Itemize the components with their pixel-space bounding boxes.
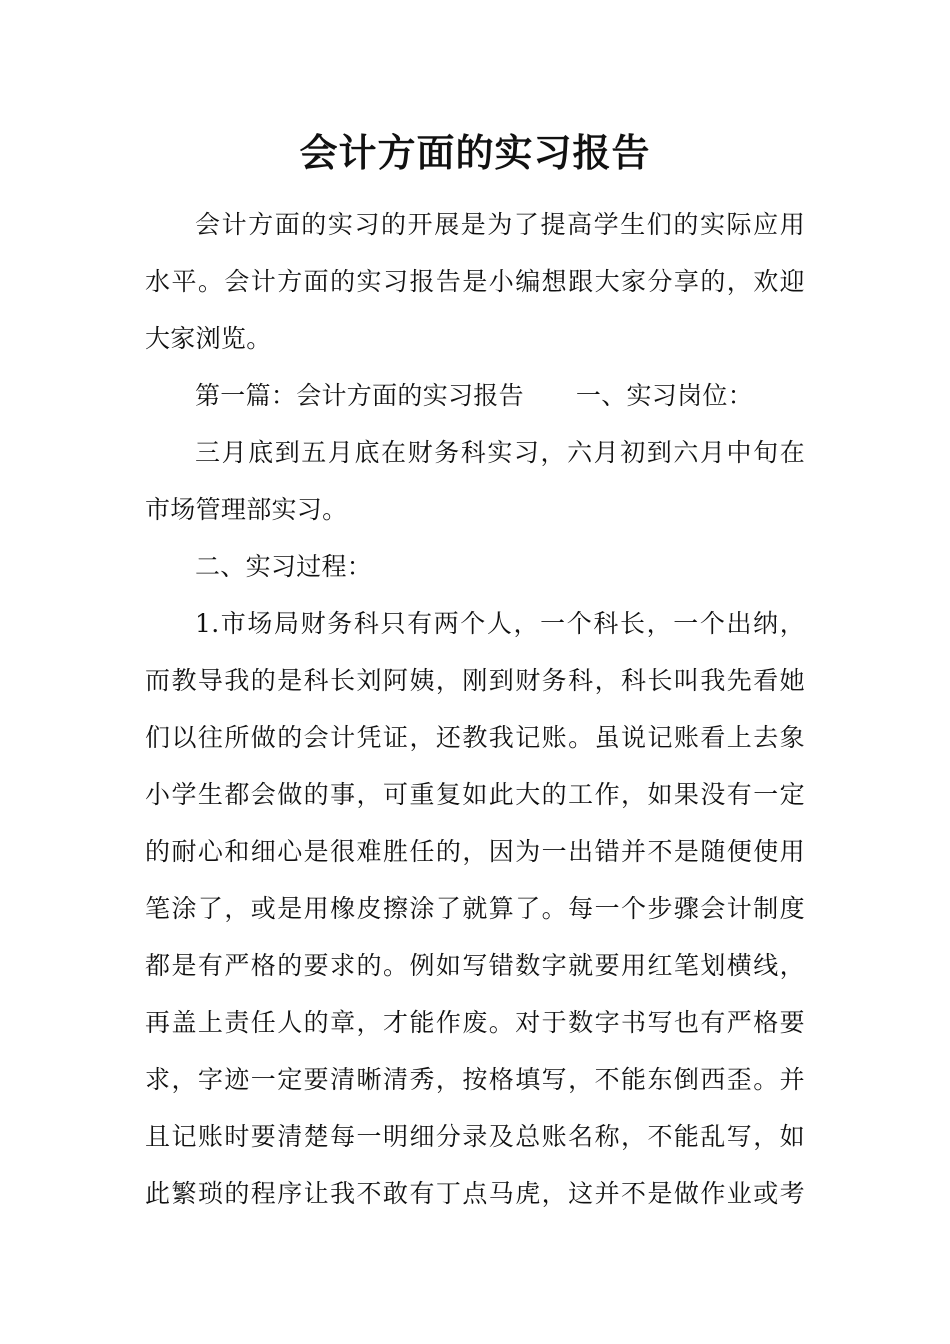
- section-one-heading: 一、实习岗位：: [575, 381, 754, 410]
- process-line: 此繁琐的程序让我不敢有丁点马虎，这并不是做作业或考: [145, 1179, 805, 1208]
- process-line: 们以往所做的会计凭证，还教我记账。虽说记账看上去象: [145, 723, 805, 752]
- process-line: 的耐心和细心是很难胜任的，因为一出错并不是随便使用: [145, 837, 805, 866]
- intro-line: 会计方面的实习的开展是为了提高学生们的实际应用: [195, 210, 805, 239]
- chapter-heading: 第一篇：会计方面的实习报告: [195, 381, 524, 410]
- position-line: 市场管理部实习。: [145, 495, 348, 524]
- process-line: 且记账时要清楚每一明细分录及总账名称，不能乱写，如: [145, 1122, 805, 1151]
- process-line: 而教导我的是科长刘阿姨，刚到财务科，科长叫我先看她: [145, 666, 805, 695]
- section-two-heading: 二、实习过程：: [195, 552, 373, 581]
- intro-line: 水平。会计方面的实习报告是小编想跟大家分享的，欢迎: [145, 267, 805, 296]
- document-title: 会计方面的实习报告: [299, 130, 651, 175]
- position-line: 三月底到五月底在财务科实习，六月初到六月中旬在: [195, 438, 805, 467]
- process-line: 再盖上责任人的章，才能作废。对于数字书写也有严格要: [145, 1008, 805, 1037]
- process-line: 求，字迹一定要清晰清秀，按格填写，不能东倒西歪。并: [145, 1065, 805, 1094]
- process-line: 笔涂了，或是用橡皮擦涂了就算了。每一个步骤会计制度: [145, 894, 805, 923]
- chapter-heading-line: [195, 376, 805, 416]
- process-line: 都是有严格的要求的。例如写错数字就要用红笔划横线，: [145, 951, 805, 980]
- process-line: 1.市场局财务科只有两个人，一个科长，一个出纳，: [195, 609, 805, 638]
- intro-line: 大家浏览。: [145, 324, 272, 353]
- process-line: 小学生都会做的事，可重复如此大的工作，如果没有一定: [145, 780, 805, 809]
